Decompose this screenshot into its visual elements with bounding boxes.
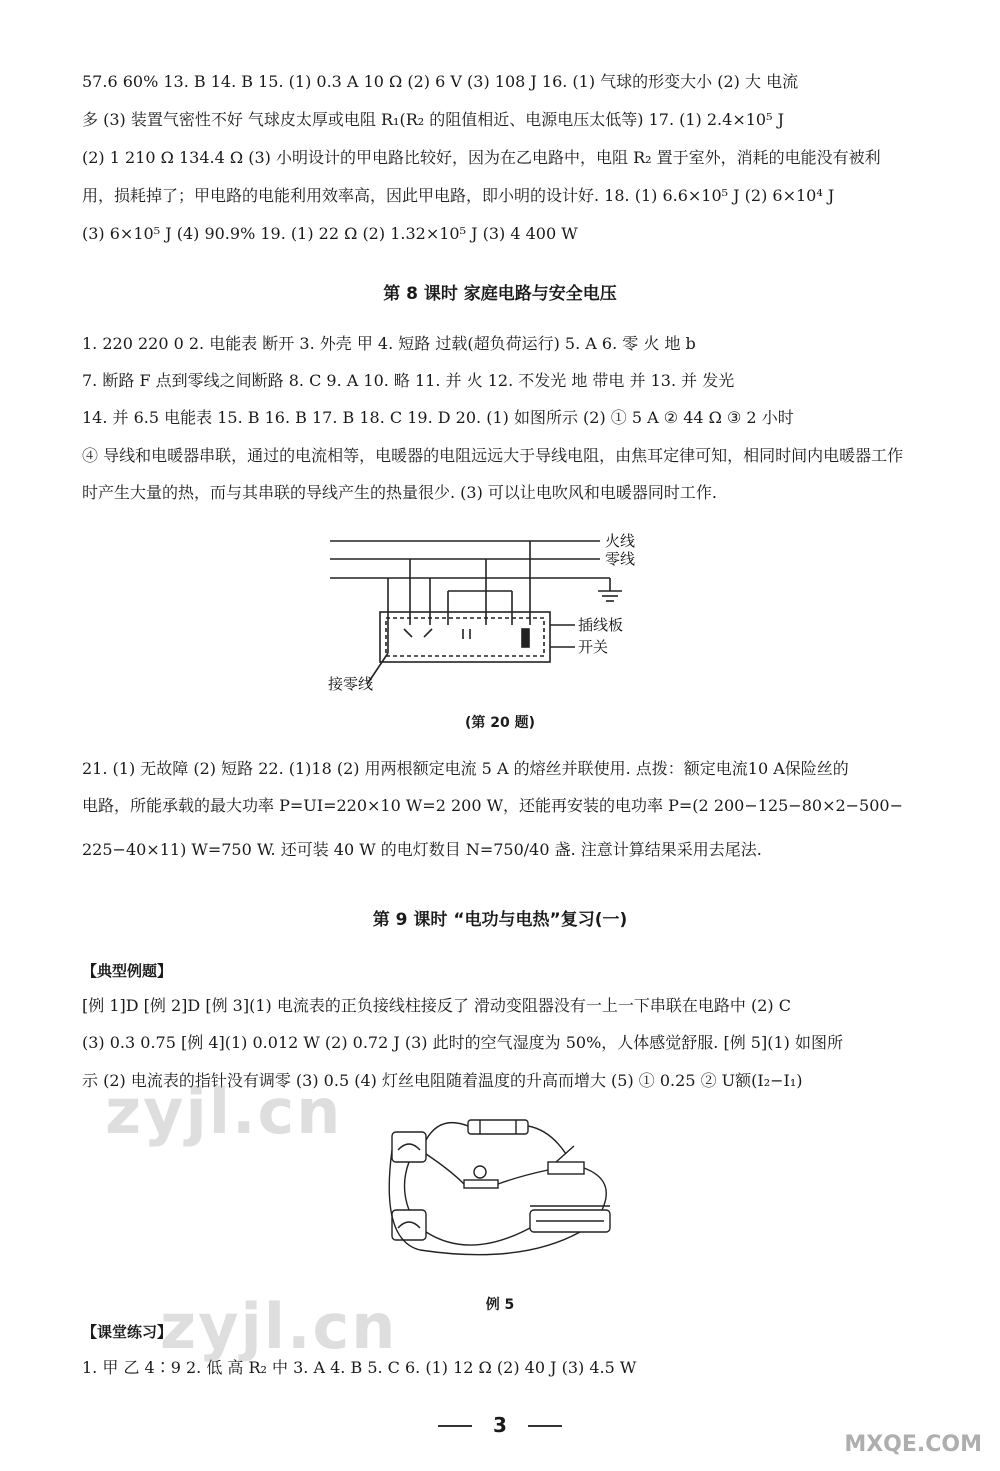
lesson-8-title: 第 8 课时 家庭电路与安全电压 — [383, 284, 617, 304]
answer-line: [例 1]D [例 2]D [例 3](1) 电流表的正负接线柱接反了 滑动变阻器没有一上一下串联在电路中 (2) C — [82, 996, 791, 1015]
page-number-dash — [528, 1425, 562, 1427]
answer-line: 多 (3) 装置气密性不好 气球皮太厚或电阻 R₁(R₂ 的阻值相近、电源电压太低等) 17. (1) 2.4×10⁵ J — [82, 110, 784, 129]
answer-line: 1. 甲 乙 4∶9 2. 低 高 R₂ 中 3. A 4. B 5. C 6. (1) 12 Ω (2) 40 J (3) 4.5 W — [82, 1358, 637, 1377]
experiment-apparatus-sketch — [380, 1110, 620, 1265]
answer-line: 14. 并 6.5 电能表 15. B 16. B 17. B 18. C 19. D 20. (1) 如图所示 (2) ① 5 A ② 44 Ω ③ 2 小时 — [82, 408, 794, 427]
class-practice-label: 【课堂练习】 — [82, 1323, 173, 1341]
answer-line: (2) 1 210 Ω 134.4 Ω (3) 小明设计的甲电路比较好，因为在乙电路中，电阻 R₂ 置于室外，消耗的电能没有被利 — [82, 148, 881, 167]
watermark-text: zyjl.cn — [105, 1075, 343, 1148]
answer-line: 57.6 60% 13. B 14. B 15. (1) 0.3 A 10 Ω (2) 6 V (3) 108 J 16. (1) 气球的形变大小 (2) 大 电流 — [82, 72, 799, 91]
answer-line: 1. 220 220 0 2. 电能表 断开 3. 外壳 甲 4. 短路 过载(超负荷运行) 5. A 6. 零 火 地 b — [82, 334, 696, 353]
power-strip-label: 插线板 — [578, 616, 624, 634]
watermark-text: zyjl.cn — [160, 1290, 398, 1363]
answer-line: 225−40×11) W=750 W. 还可装 40 W 的电灯数目 N=750/40 盏. 注意计算结果采用去尾法. — [82, 840, 762, 859]
answer-line: (3) 0.3 0.75 [例 4](1) 0.012 W (2) 0.72 J (3) 此时的空气湿度为 50%，人体感觉舒服. [例 5](1) 如图所 — [82, 1033, 843, 1052]
figure-caption: 例 5 — [485, 1297, 515, 1313]
lesson-9-title: 第 9 课时 “电功与电热”复习(一) — [372, 910, 628, 930]
answer-line: 用，损耗掉了；甲电路的电能利用效率高，因此甲电路，即小明的设计好. 18. (1) 6.6×10⁵ J (2) 6×10⁴ J — [82, 186, 835, 205]
neutral-wire-label: 零线 — [605, 550, 636, 568]
answer-line: 电路，所能承载的最大功率 P=UI=220×10 W=2 200 W，还能再安装的电功率 P=(2 200−125−80×2−500− — [82, 796, 904, 815]
watermark-corner: MXQE.COM — [844, 1432, 982, 1457]
answer-line: (3) 6×10⁵ J (4) 90.9% 19. (1) 22 Ω (2) 1.32×10⁵ J (3) 4 400 W — [82, 224, 578, 243]
neutral-connection-label: 接零线 — [328, 675, 374, 693]
household-circuit-diagram — [300, 525, 700, 705]
typical-examples-label: 【典型例题】 — [82, 962, 173, 980]
answer-line: ④ 导线和电暖器串联，通过的电流相等，电暖器的电阻远远大于导线电阻，由焦耳定律可知，相同时间内电暖器工作 — [82, 446, 904, 465]
switch-label: 开关 — [578, 638, 609, 656]
page-number: 3 — [493, 1413, 507, 1437]
figure-caption: (第 20 题) — [464, 715, 536, 731]
answer-line: 7. 断路 F 点到零线之间断路 8. C 9. A 10. 略 11. 并 火 12. 不发光 地 带电 并 13. 并 发光 — [82, 371, 735, 390]
answer-line: 示 (2) 电流表的指针没有调零 (3) 0.5 (4) 灯丝电阻随着温度的升高而增大 (5) ① 0.25 ② U额(I₂−I₁) — [82, 1071, 803, 1090]
answer-line: 21. (1) 无故障 (2) 短路 22. (1)18 (2) 用两根额定电流 5 A 的熔丝并联使用. 点拨：额定电流10 A保险丝的 — [82, 759, 849, 778]
live-wire-label: 火线 — [605, 532, 636, 550]
answer-line: 时产生大量的热，而与其串联的导线产生的热量很少. (3) 可以让电吹风和电暖器同时工作. — [82, 483, 718, 502]
